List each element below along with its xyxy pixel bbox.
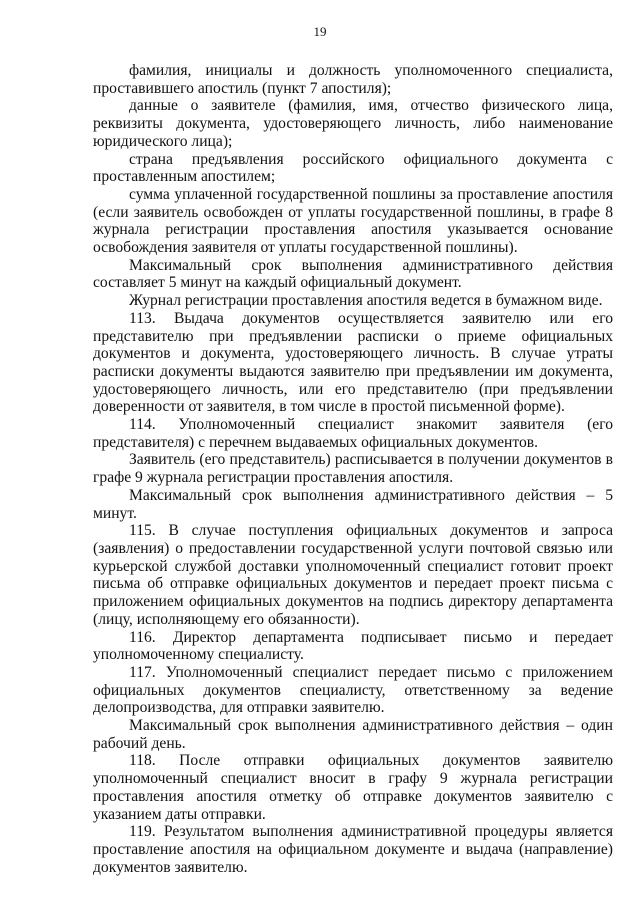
paragraph-117: 117. Уполномоченный специалист передает письмо с приложением официальных документов специалисту, ответственному за ведение делопроизводства, для отправки заявителю. bbox=[93, 663, 613, 717]
document-body bbox=[93, 62, 613, 876]
paragraph-118: 118. После отправки официальных документов заявителю уполномоченный специалист вносит в графу 9 журнала регистрации проставления апостиля отметку об отправке документов заявителю с указанием даты отправки. bbox=[93, 752, 613, 823]
paragraph-114: 114. Уполномоченный специалист знакомит заявителя (его представителя) с перечнем выдаваемых официальных документов. bbox=[93, 416, 613, 451]
paragraph-journal-paper: Журнал регистрации проставления апостиля ведется в бумажном виде. bbox=[129, 292, 603, 310]
paragraph-119: 119. Результатом выполнения административной процедуры является проставление апостиля на официальном документе и выдача (направление) документов заявителю. bbox=[93, 823, 613, 876]
paragraph-applicant-data: данные о заявителе (фамилия, имя, отчество физического лица, реквизиты документа, удостоверяющего личность, либо наименование юридического лица); bbox=[93, 97, 613, 150]
paragraph-max-time-5min: Максимальный срок выполнения административного действия – 5 минут. bbox=[93, 486, 613, 522]
paragraph-113: 113. Выдача документов осуществляется заявителю или его представителю при предъявлении расписки о приеме официальных документов и документа, удостоверяющего личность. В случае утраты расписки документы выдаются заявителю при предъявлении им документа, удостоверяющего личность, или его представителю (при предъявлении доверенности от заявителя, в том числе в простой письменной форме). bbox=[93, 309, 613, 416]
paragraph-max-time-5min-per-doc: Максимальный срок выполнения административного действия составляет 5 минут на каждый официальный документ. bbox=[93, 256, 613, 292]
paragraph-applicant-signs: Заявитель (его представитель) расписывается в получении документов в графе 9 журнала регистрации проставления апостиля. bbox=[93, 451, 613, 487]
page-number: 19 bbox=[313, 24, 327, 39]
paragraph-state-fee: сумма уплаченной государственной пошлины за проставление апостиля (если заявитель освобожден от уплаты государственной пошлины, в графе 8 журнала регистрации проставления апостиля указывается основание освобождения заявителя от уплаты государственной пошлины). bbox=[93, 185, 613, 257]
paragraph-116: 116. Директор департамента подписывает письмо и передает уполномоченному специалисту. bbox=[93, 628, 613, 664]
paragraph-max-time-one-day: Максимальный срок выполнения административного действия – один рабочий день. bbox=[93, 717, 613, 752]
paragraph-country: страна предъявления российского официального документа с проставленным апостилем; bbox=[93, 150, 613, 186]
paragraph-115: 115. В случае поступления официальных документов и запроса (заявления) о предоставлении государственной услуги почтовой связью или курьерской службой доставки уполномоченный специалист готовит проект письма об отправке официальных документов и передает проект письма с приложением официальных документов на подпись директору департамента (лицу, исполняющему его обязанности). bbox=[93, 522, 613, 628]
paragraph-official-name: фамилия, инициалы и должность уполномоченного специалиста, проставившего апостиль (пункт 7 апостиля); bbox=[93, 62, 613, 97]
